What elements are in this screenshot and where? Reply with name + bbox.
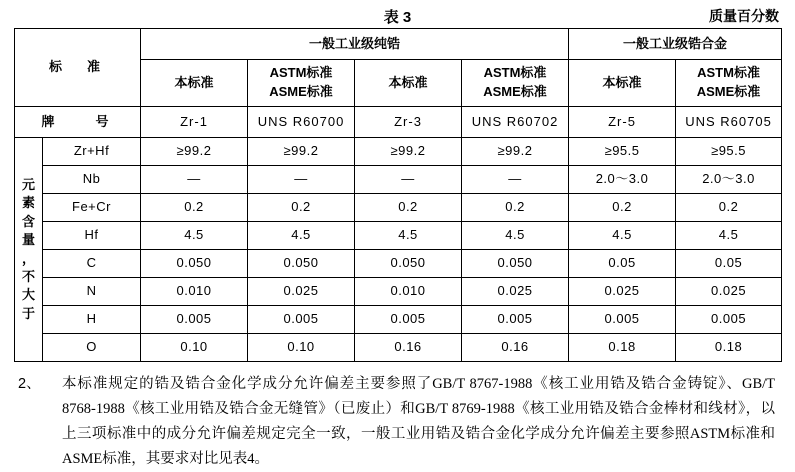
cell-value: 0.10 xyxy=(248,334,355,362)
cell-value: ≥95.5 xyxy=(676,138,782,166)
cell-value: 0.005 xyxy=(569,306,676,334)
sub-header-1-line1: 本标准 xyxy=(174,74,214,90)
cell-value: 0.16 xyxy=(355,334,462,362)
cell-value: 4.5 xyxy=(141,222,248,250)
cell-value: 4.5 xyxy=(248,222,355,250)
cell-value: 0.18 xyxy=(676,334,782,362)
side-label-char-5: 不 xyxy=(21,268,35,284)
cell-value: 0.2 xyxy=(141,194,248,222)
composition-table xyxy=(14,28,782,362)
cell-value: 0.005 xyxy=(355,306,462,334)
table-row xyxy=(15,250,782,278)
cell-value: 0.2 xyxy=(248,194,355,222)
cell-value: 0.005 xyxy=(676,306,782,334)
sub-header-5-line1: 本标准 xyxy=(602,74,642,90)
note-number: 2、 xyxy=(18,376,41,392)
sub-header-2-line2: ASME标准 xyxy=(269,84,333,99)
sub-header-2 xyxy=(248,60,355,107)
grade-label: 牌 号 xyxy=(15,107,141,138)
cell-value: 0.050 xyxy=(141,250,248,278)
cell-value: 0.2 xyxy=(462,194,569,222)
element-name: C xyxy=(43,250,141,278)
sub-header-6 xyxy=(676,60,782,107)
side-label-char-2: 含 xyxy=(21,213,35,229)
sub-header-2-line1: ASTM标准 xyxy=(269,65,333,81)
cell-value: — xyxy=(462,166,569,194)
cell-value: 0.050 xyxy=(462,250,569,278)
cell-value: 0.18 xyxy=(569,334,676,362)
sub-header-1 xyxy=(141,60,248,107)
cell-value: — xyxy=(141,166,248,194)
cell-value: 0.005 xyxy=(462,306,569,334)
sub-header-6-line1: ASTM标准 xyxy=(697,65,760,81)
cell-value: 0.005 xyxy=(248,306,355,334)
cell-value: 4.5 xyxy=(462,222,569,250)
document-page xyxy=(0,4,795,465)
element-name: H xyxy=(43,306,141,334)
side-label-char-6: 大 xyxy=(21,287,35,303)
cell-value: ≥99.2 xyxy=(248,138,355,166)
cell-value: 0.10 xyxy=(141,334,248,362)
cell-value: 0.2 xyxy=(676,194,782,222)
side-label-char-4: ， xyxy=(21,250,35,266)
group-header-pure-zr: 一般工业级纯锆 xyxy=(141,29,569,60)
table-caption: 表 3 xyxy=(383,9,412,26)
cell-value: 0.010 xyxy=(141,278,248,306)
cell-value: 0.050 xyxy=(355,250,462,278)
element-name: Zr+Hf xyxy=(43,138,141,166)
grade-value-4: UNS R60702 xyxy=(462,107,569,138)
cell-value: 0.2 xyxy=(355,194,462,222)
cell-value: 2.0～3.0 xyxy=(676,166,782,194)
table-row xyxy=(15,334,782,362)
sub-header-4 xyxy=(462,60,569,107)
element-name: O xyxy=(43,334,141,362)
element-name: Fe+Cr xyxy=(43,194,141,222)
cell-value: — xyxy=(248,166,355,194)
cell-value: 4.5 xyxy=(569,222,676,250)
element-name: N xyxy=(43,278,141,306)
table-row xyxy=(15,278,782,306)
sub-header-4-line1: ASTM标准 xyxy=(483,65,547,81)
sub-header-6-line2: ASME标准 xyxy=(696,84,761,99)
side-label-char-7: 于 xyxy=(21,305,35,321)
side-label-element-content xyxy=(15,138,43,362)
table-header-line xyxy=(14,4,781,28)
grade-value-6: UNS R60705 xyxy=(676,107,782,138)
sub-header-4-line2: ASME标准 xyxy=(483,84,547,99)
cell-value: 0.025 xyxy=(248,278,355,306)
cell-value: 4.5 xyxy=(355,222,462,250)
cell-value: ≥99.2 xyxy=(355,138,462,166)
side-label-char-3: 量 xyxy=(21,232,35,248)
note-paragraph xyxy=(14,372,781,472)
element-name: Nb xyxy=(43,166,141,194)
unit-note: 质量百分数 xyxy=(709,8,779,24)
group-header-zr-alloy: 一般工业级锆合金 xyxy=(569,29,782,60)
table-row-grade xyxy=(15,107,782,138)
element-name: Hf xyxy=(43,222,141,250)
cell-value: ≥95.5 xyxy=(569,138,676,166)
standard-label: 标 准 xyxy=(15,29,141,107)
grade-value-3: Zr-3 xyxy=(355,107,462,138)
sub-header-3 xyxy=(355,60,462,107)
cell-value: 0.05 xyxy=(676,250,782,278)
cell-value: 0.025 xyxy=(462,278,569,306)
table-row xyxy=(15,306,782,334)
grade-value-1: Zr-1 xyxy=(141,107,248,138)
cell-value: 0.050 xyxy=(248,250,355,278)
cell-value: 0.025 xyxy=(676,278,782,306)
note-text: 本标准规定的锆及锆合金化学成分允许偏差主要参照了GB/T 8767-1988《核工业用锆及锆合金铸锭》、GB/T 8768-1988《核工业用锆及锆合金无缝管》（已废止）和GB/T 8769-1988《核工业用锆及锆合金棒材和线材》，以上三项标准中的成分允许偏差规定完全一致，一般工业用锆及锆合金化学成分允许偏差主要参照ASTM标准和ASME标准，其要求对比见表4。 xyxy=(62,376,775,467)
cell-value: ≥99.2 xyxy=(141,138,248,166)
table-row xyxy=(15,222,782,250)
sub-header-3-line1: 本标准 xyxy=(388,74,428,90)
table-row xyxy=(15,138,782,166)
cell-value: 4.5 xyxy=(676,222,782,250)
side-label-char-1: 素 xyxy=(21,195,35,211)
grade-value-2: UNS R60700 xyxy=(248,107,355,138)
cell-value: 0.010 xyxy=(355,278,462,306)
cell-value: 0.2 xyxy=(569,194,676,222)
cell-value: ≥99.2 xyxy=(462,138,569,166)
grade-value-5: Zr-5 xyxy=(569,107,676,138)
table-row xyxy=(15,166,782,194)
table-row xyxy=(15,194,782,222)
cell-value: 0.16 xyxy=(462,334,569,362)
side-label-char-0: 元 xyxy=(21,176,35,192)
cell-value: 0.005 xyxy=(141,306,248,334)
cell-value: 0.05 xyxy=(569,250,676,278)
cell-value: 0.025 xyxy=(569,278,676,306)
cell-value: — xyxy=(355,166,462,194)
table-row-group-header xyxy=(15,29,782,60)
cell-value: 2.0～3.0 xyxy=(569,166,676,194)
sub-header-5 xyxy=(569,60,676,107)
